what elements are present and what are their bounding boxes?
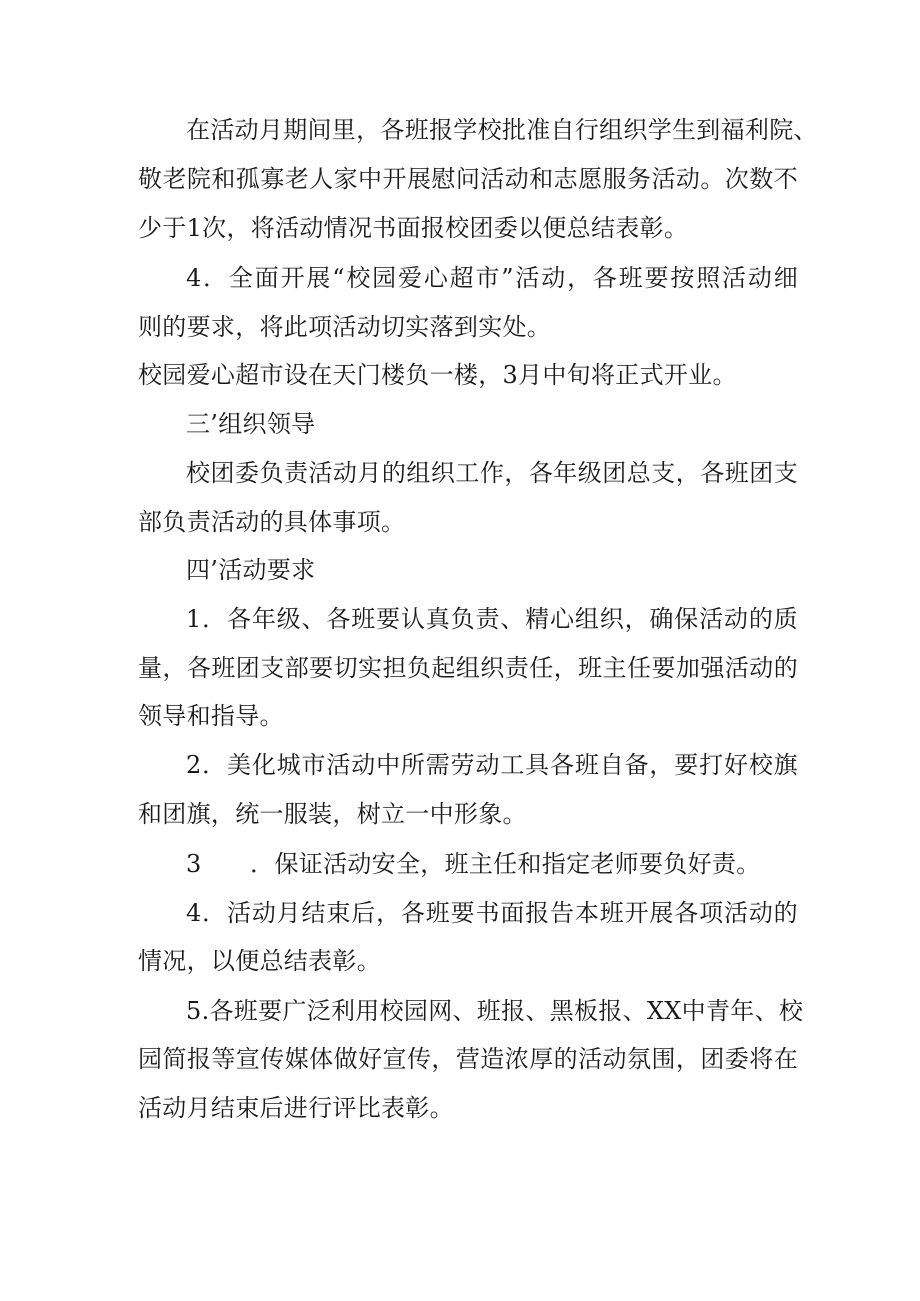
text-line: 部负责活动的具体事项。 — [138, 508, 406, 536]
text-line: 4．全面开展“校园爱心超市”活动，各班要按照活动细 — [186, 264, 798, 292]
text-line: 和团旗，统一服装，树立一中形象。 — [138, 800, 527, 828]
text-line: 活动月结束后进行评比表彰。 — [138, 1094, 454, 1122]
text-line: 校园爱心超市设在天门楼负一楼，3月中旬将正式开业。 — [138, 361, 737, 389]
text-line: 领导和指导。 — [138, 702, 284, 730]
text-line: 则的要求，将此项活动切实落到实处。 — [138, 313, 552, 341]
text-line: 敬老院和孤寡老人家中开展慰问活动和志愿服务活动。次数不 — [138, 165, 798, 193]
text-line: 少于1次，将活动情况书面报校团委以便总结表彰。 — [138, 214, 689, 242]
text-line: 1．各年级、各班要认真负责、精心组织，确保活动的质 — [186, 605, 798, 633]
text-line: 在活动月期间里，各班报学校批准自行组织学生到福利院、 — [186, 116, 818, 144]
text-line: 校团委负责活动月的组织工作，各年级团总支，各班团支 — [186, 459, 798, 487]
section-heading: 四’活动要求 — [186, 556, 316, 584]
text-line: 量，各班团支部要切实担负起组织责任，班主任要加强活动的 — [138, 654, 798, 682]
section-heading: 三’组织领导 — [186, 410, 316, 438]
text-line: 4．活动月结束后，各班要书面报告本班开展各项活动的 — [186, 899, 798, 927]
text-line: 情况，以便总结表彰。 — [138, 947, 381, 975]
text-line: 3 ．保证活动安全，班主任和指定老师要负好责。 — [186, 850, 761, 878]
text-line: 园简报等宣传媒体做好宣传，营造浓厚的活动氛围，团委将在 — [138, 1045, 798, 1073]
text-line: 5.各班要广泛利用校园网、班报、黑板报、XX中青年、校 — [186, 997, 804, 1025]
text-line: 2．美化城市活动中所需劳动工具各班自备，要打好校旗 — [186, 751, 798, 779]
